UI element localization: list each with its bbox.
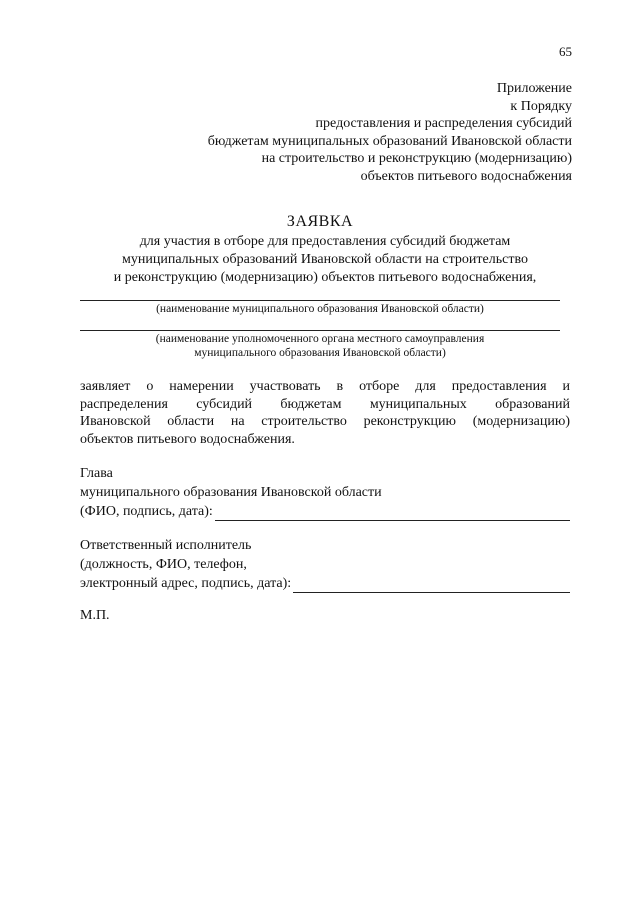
statement-line: объектов питьевого водоснабжения. <box>80 431 295 447</box>
appendix-line: на строительство и реконструкцию (модернизацию) <box>261 151 572 166</box>
head-org-label: муниципального образования Ивановской области <box>80 485 382 500</box>
statement-line: Ивановской области на строительство реконструкцию (модернизацию) <box>80 414 570 429</box>
head-signature-label: (ФИО, подпись, дата): <box>80 504 213 519</box>
executor-label: Ответственный исполнитель <box>80 538 252 553</box>
head-signature-block <box>80 464 570 521</box>
municipality-name-line[interactable] <box>80 300 560 301</box>
statement-line: распределения субсидий бюджетам муниципальных образований <box>80 396 570 412</box>
municipality-name-caption: (наименование муниципального образования Ивановской области) <box>156 303 484 315</box>
executor-details-label: (должность, ФИО, телефон, <box>80 557 247 572</box>
head-signature-field[interactable] <box>215 506 570 521</box>
appendix-line: предоставления и распределения субсидий <box>315 116 572 131</box>
stamp-place-label: М.П. <box>80 608 110 623</box>
statement-paragraph <box>80 378 570 448</box>
head-signature-row <box>80 502 570 521</box>
appendix-line: бюджетам муниципальных образований Ивановской области <box>207 133 572 149</box>
executor-signature-row <box>80 574 570 593</box>
caption-line: муниципального образования Ивановской области) <box>194 347 446 359</box>
appendix-line: Приложение <box>496 81 572 96</box>
executor-signature-label: электронный адрес, подпись, дата): <box>80 576 292 591</box>
subtitle-line: для участия в отборе для предоставления субсидий бюджетам <box>139 234 511 249</box>
authority-name-line[interactable] <box>80 330 560 331</box>
head-label: Глава <box>80 466 113 481</box>
subtitle-line: муниципальных образований Ивановской области на строительство <box>122 252 528 267</box>
document-title: ЗАЯВКА <box>286 213 354 230</box>
appendix-line: к Порядку <box>510 98 572 114</box>
authority-name-caption <box>80 332 560 360</box>
page-number: 65 <box>559 44 572 59</box>
subtitle-line: и реконструкцию (модернизацию) объектов питьевого водоснабжения, <box>113 270 537 285</box>
document-subtitle <box>60 233 590 287</box>
executor-signature-field[interactable] <box>293 578 570 593</box>
appendix-header <box>152 80 572 185</box>
executor-signature-block <box>80 536 570 593</box>
caption-line: (наименование уполномоченного органа местного самоуправления <box>155 333 485 345</box>
appendix-line: объектов питьевого водоснабжения <box>360 168 572 184</box>
statement-line: заявляет о намерении участвовать в отборе для предоставления и <box>80 379 570 394</box>
